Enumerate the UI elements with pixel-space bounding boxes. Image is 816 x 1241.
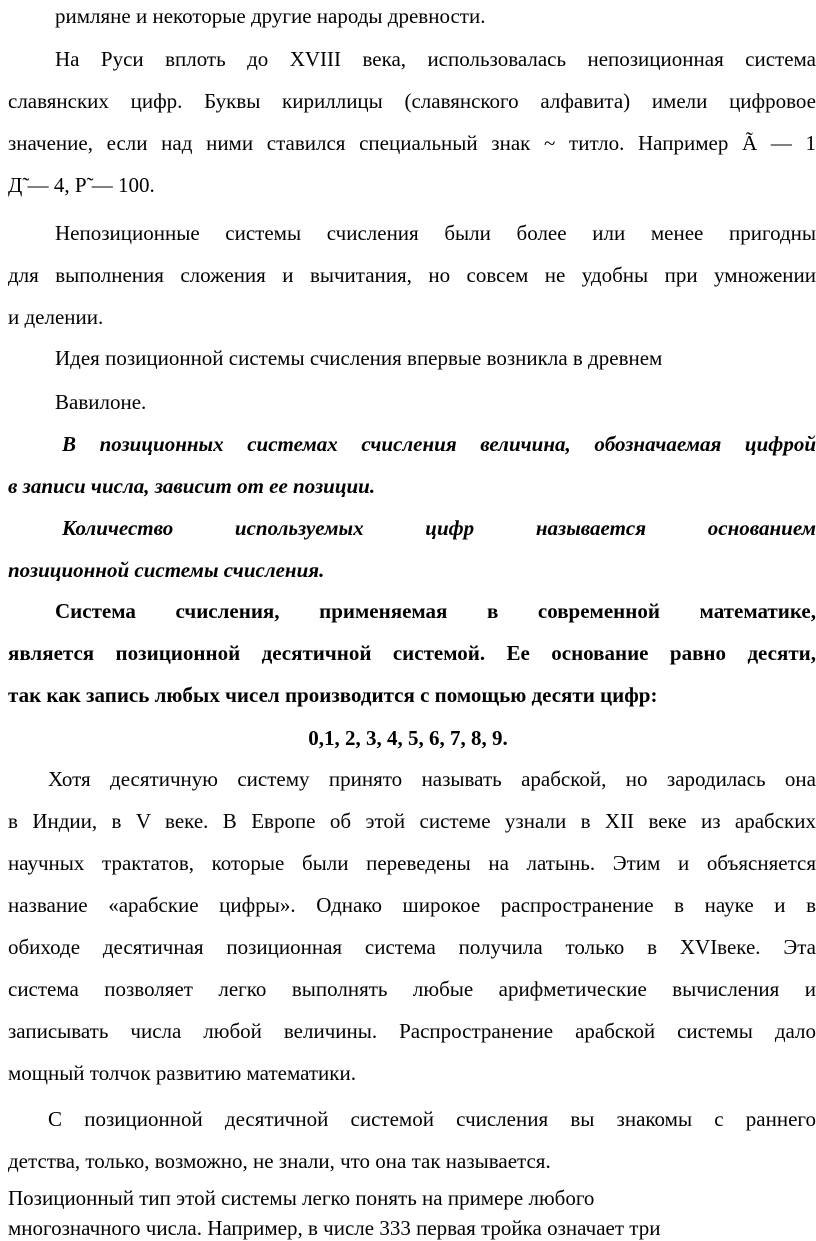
- text-line-13: научных трактатов, которые были переведены на латынь. Этим и объясняется: [8, 851, 816, 875]
- digits-line: 0,1, 2, 3, 4, 5, 6, 7, 8, 9.: [308, 726, 508, 750]
- text-line-3: славянских цифр. Буквы кириллицы (славянского алфавита) имели цифровое: [8, 89, 816, 113]
- text-line-10: Вавилоне.: [55, 390, 147, 414]
- text-line-17: записывать числа любой величины. Распространение арабской системы дало: [8, 1019, 816, 1043]
- text-line-19: С позиционной десятичной системой счисления вы знакомы с раннего: [48, 1107, 816, 1131]
- text-line-9: Идея позиционной системы счисления впервые возникла в древнем: [55, 346, 663, 370]
- text-line-20: детства, только, возможно, не знали, что она так называется.: [8, 1149, 551, 1173]
- text-line-2: На Руси вплоть до XVIII века, использовалась непозиционная система: [55, 47, 816, 71]
- bold-line-3: так как запись любых чисел производится с помощью десяти цифр:: [8, 683, 658, 707]
- bold-line-2: является позиционной десятичной системой. Ее основание равно десяти,: [8, 641, 816, 665]
- text-line-14: название «арабские цифры». Однако широкое распространение в науке и в: [8, 893, 816, 917]
- text-line-7: для выполнения сложения и вычитания, но совсем не удобны при умножении: [8, 263, 816, 287]
- text-line-21: Позиционный тип этой системы легко понять на примере любого: [8, 1186, 595, 1210]
- text-line-12: в Индии, в V веке. В Европе об этой системе узнали в XII веке из арабских: [8, 809, 816, 833]
- definition-line-1: В позиционных системах счисления величина, обозначаемая цифрой: [62, 432, 816, 456]
- text-line-16: система позволяет легко выполнять любые арифметические вычисления и: [8, 977, 816, 1001]
- text-line-11: Хотя десятичную систему принято называть арабской, но зародилась она: [48, 767, 816, 791]
- text-line-1: римляне и некоторые другие народы древности.: [55, 4, 486, 28]
- text-line-8: и делении.: [8, 305, 104, 329]
- text-line-6: Непозиционные системы счисления были более или менее пригодны: [55, 221, 816, 245]
- definition-line-2: в записи числа, зависит от ее позиции.: [8, 474, 376, 498]
- text-line-18: мощный толчок развитию математики.: [8, 1061, 356, 1085]
- bold-line-1: Система счисления, применяемая в современной математике,: [55, 599, 816, 623]
- text-line-15: обиходе десятичная позиционная система получила только в XVIвеке. Эта: [8, 935, 816, 959]
- text-line-5: Д̃ — 4, Р̃ — 100.: [8, 173, 155, 197]
- definition-line-3: Количество используемых цифр называется основанием: [62, 516, 816, 540]
- text-line-22: многозначного числа. Например, в числе 333 первая тройка означает три: [8, 1216, 661, 1240]
- text-line-4: значение, если над ними ставился специальный знак ~ титло. Например Ã — 1: [8, 131, 816, 155]
- definition-line-4: позиционной системы счисления.: [8, 558, 325, 582]
